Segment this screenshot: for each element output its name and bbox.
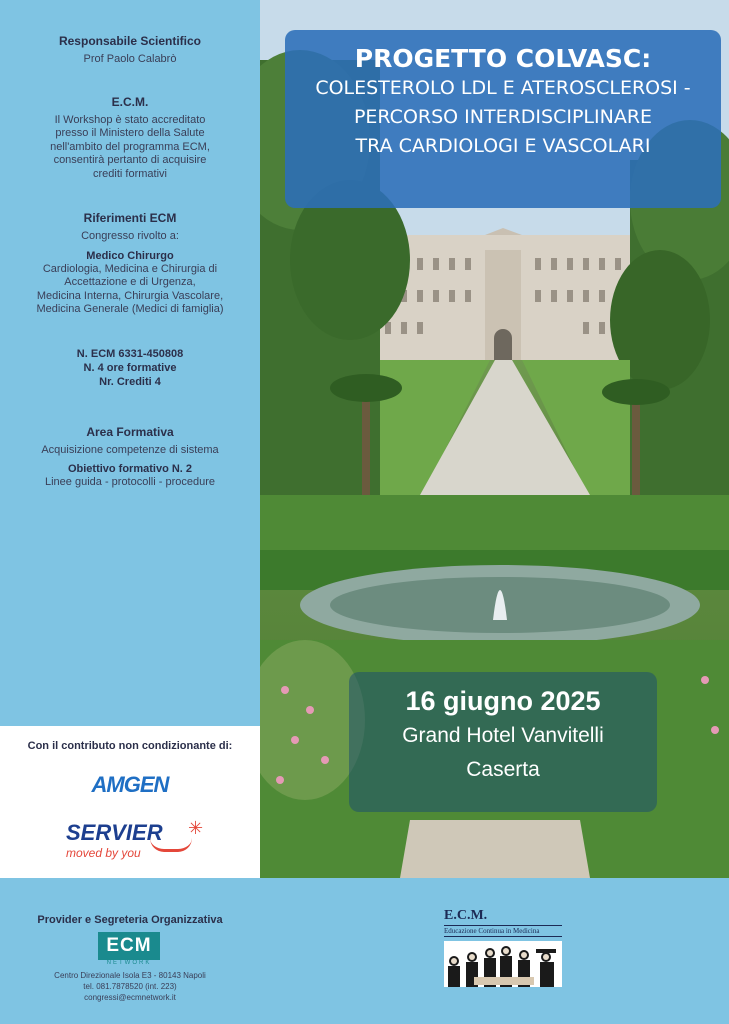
ecm-number: N. ECM 6331-450808 (76, 347, 184, 360)
area-title: Area Formativa (86, 424, 174, 439)
address-line: Centro Direzionale Isola E3 - 80143 Napoli (54, 971, 206, 980)
area-block (0, 425, 260, 490)
riferimenti-block (0, 211, 260, 317)
provider-address (0, 970, 260, 1003)
crediti: Nr. Crediti 4 (99, 375, 161, 388)
ecm-line: Il Workshop è stato accreditato (54, 113, 206, 126)
provider-label: Provider e Segreteria Organizzativa (37, 914, 223, 926)
sponsors-area (0, 726, 260, 878)
ecm-line: presso il Ministero della Salute (55, 127, 205, 139)
title-line: TRA CARDIOLOGI E VASCOLARI (355, 135, 651, 157)
ecm-line: crediti formativi (93, 167, 167, 180)
riferimenti-line: Accettazione e di Urgenza, (64, 276, 196, 288)
ecm-line: consentirà pertanto di acquisire (53, 154, 207, 166)
phone-line: tel. 081.7878520 (int. 223) (83, 982, 177, 991)
servier-star-icon: ✳ (188, 818, 204, 838)
info-sidebar (0, 0, 260, 726)
venue-city: Caserta (466, 758, 540, 781)
servier-logo: SERVIER (66, 820, 163, 845)
email-line[interactable]: congressi@ecmnetwork.it (84, 993, 176, 1002)
area-text: Acquisizione competenze di sistema (41, 443, 219, 456)
responsabile-name: Prof Paolo Calabrò (83, 53, 177, 65)
ecm-logo-block (444, 908, 562, 992)
riferimenti-intro: Congresso rivolto a: (81, 230, 179, 242)
riferimenti-line: Cardiologia, Medicina e Chirurgia di (42, 262, 218, 275)
venue-name: Grand Hotel Vanvitelli (402, 724, 604, 747)
project-title: PROGETTO COLVASC: (354, 44, 652, 73)
title-line: PERCORSO INTERDISCIPLINARE (353, 106, 653, 128)
area-sub: Obiettivo formativo N. 2 (67, 463, 193, 475)
riferimenti-sub: Medico Chirurgo (86, 249, 174, 262)
amgen-logo: AMGEN (91, 772, 169, 797)
servier-tagline: moved by you (66, 846, 141, 860)
riferimenti-line: Medicina Interna, Chirurgia Vascolare, (36, 289, 224, 302)
ecm-line: nell'ambito del programma ECM, (50, 140, 210, 153)
date-venue-box (349, 672, 657, 812)
sponsor-label: Con il contributo non condizionante di: (27, 740, 233, 752)
event-date: 16 giugno 2025 (405, 686, 601, 716)
riferimenti-title: Riferimenti ECM (83, 211, 177, 225)
ecm-logo-title: E.C.M. (444, 908, 488, 923)
title-line: COLESTEROLO LDL E ATEROSCLEROSI - (315, 77, 691, 99)
ecm-numbers-block (0, 347, 260, 389)
ecm-block (0, 95, 260, 182)
ecm-title: E.C.M. (111, 94, 149, 109)
title-box (285, 30, 721, 208)
ecm-logo-sub: Educazione Continua in Medicina (444, 925, 562, 937)
anatomy-lesson-painting-icon (444, 941, 562, 987)
servier-swoosh-icon (150, 838, 192, 852)
riferimenti-line: Medicina Generale (Medici di famiglia) (36, 303, 224, 315)
area-text2: Linee guida - protocolli - procedure (45, 476, 215, 488)
ecm-network-logo: ECM (98, 932, 160, 960)
ore-formative: N. 4 ore formative (83, 361, 177, 374)
responsabile-title: Responsabile Scientifico (58, 34, 202, 48)
responsabile-block (0, 34, 260, 67)
footer (0, 878, 729, 1024)
ecm-network-sub: NETWORK (106, 960, 152, 966)
